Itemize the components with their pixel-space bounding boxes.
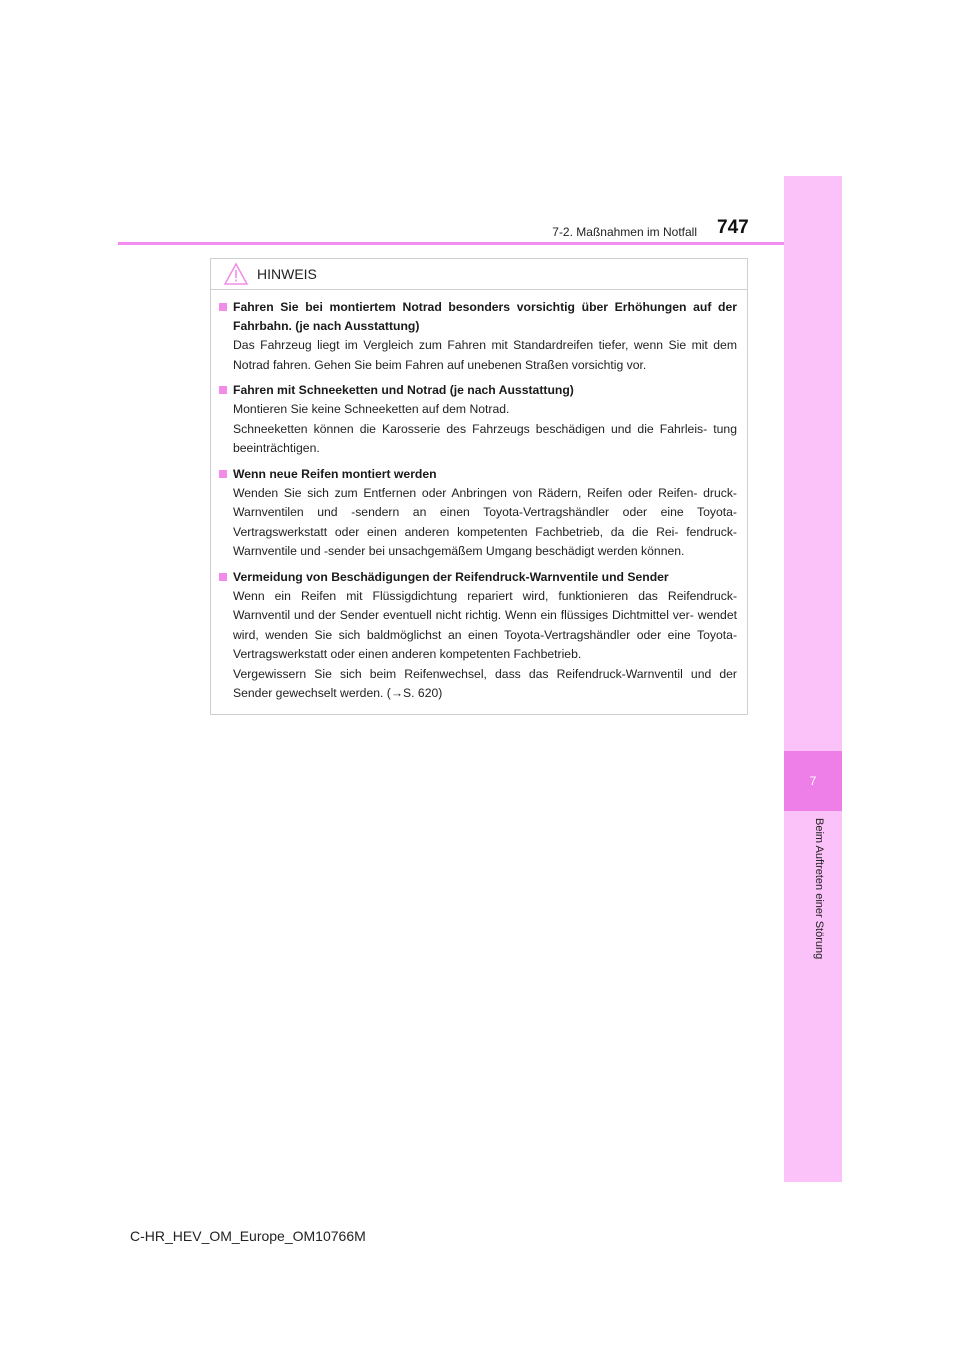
chapter-side-tab (784, 176, 842, 1182)
notice-item-title: Wenn neue Reifen montiert werden (233, 466, 437, 481)
notice-header (211, 259, 747, 290)
warning-triangle-icon (223, 262, 249, 286)
chapter-number: 7 (809, 774, 817, 788)
notice-item-text: Das Fahrzeug liegt im Vergleich zum Fahren mit Standardreifen tiefer, wenn Sie mit dem Notrad fahren. Gehen Sie beim Fahren auf unebenen Straßen vorsichtig vor. (233, 338, 737, 372)
square-bullet-icon (219, 303, 227, 311)
notice-item-text: Vergewissern Sie sich beim Reifenwechsel, dass das Reifendruck-Warnventil und der Sender gewechselt werden. (→S. 620) (233, 666, 737, 700)
notice-item (219, 568, 737, 704)
square-bullet-icon (219, 573, 227, 581)
notice-item-text: Wenn ein Reifen mit Flüssigdichtung repariert wird, funktionieren das Reifendruck- Warnventil und der Sender eventuell nicht richtig. Wenn ein flüssiges Dichtmittel ver- wendet wird, wenden Sie sich baldmöglichst an einen Toyota-Vertragshändler oder eine Toyota-Vertragswerkstatt oder einen anderen kompetenten Fachbetrieb. (233, 588, 737, 661)
notice-item (219, 465, 737, 562)
header-rule (118, 242, 784, 245)
page-number: 747 (717, 217, 749, 238)
notice-title: HINWEIS (257, 266, 317, 282)
notice-item-heading (219, 381, 737, 400)
notice-item-text: Schneeketten können die Karosserie des Fahrzeugs beschädigen und die Fahrleis- tung beeinträchtigen. (233, 421, 737, 455)
square-bullet-icon (219, 386, 227, 394)
notice-item-heading (219, 568, 737, 587)
notice-item-text: Montieren Sie keine Schneeketten auf dem Notrad. (233, 402, 510, 416)
document-id: C-HR_HEV_OM_Europe_OM10766M (130, 1228, 366, 1244)
notice-item-title: Vermeidung von Beschädigungen der Reifendruck-Warnventile und Sender (233, 569, 669, 584)
notice-item-title: Fahren mit Schneeketten und Notrad (je nach Ausstattung) (233, 383, 574, 397)
chapter-number-tab (784, 751, 842, 811)
notice-item (219, 381, 737, 459)
notice-body (211, 290, 747, 704)
notice-item-text: Wenden Sie sich zum Entfernen oder Anbringen von Rädern, Reifen oder Reifen- druck-Warnventilen und -sendern an einen Toyota-Vertragshändler oder eine Toyota-Vertragswerkstatt oder einen anderen kompetenten Fachbetrieb, da die Rei- fendruck-Warnventile und -sender bei unsachgemäßem Umgang beschädigt werden können. (233, 485, 737, 558)
chapter-title-vertical: Beim Auftreten einer Störung (813, 818, 825, 960)
notice-item (219, 298, 737, 375)
notice-item-heading (219, 465, 737, 484)
square-bullet-icon (219, 470, 227, 478)
section-title: 7-2. Maßnahmen im Notfall (552, 225, 697, 239)
notice-item-heading (219, 298, 737, 336)
notice-item-title: Fahren Sie bei montiertem Notrad besonders vorsichtig über Erhöhungen auf der Fahrbahn. (je nach Ausstattung) (233, 300, 737, 333)
notice-box (210, 258, 748, 715)
